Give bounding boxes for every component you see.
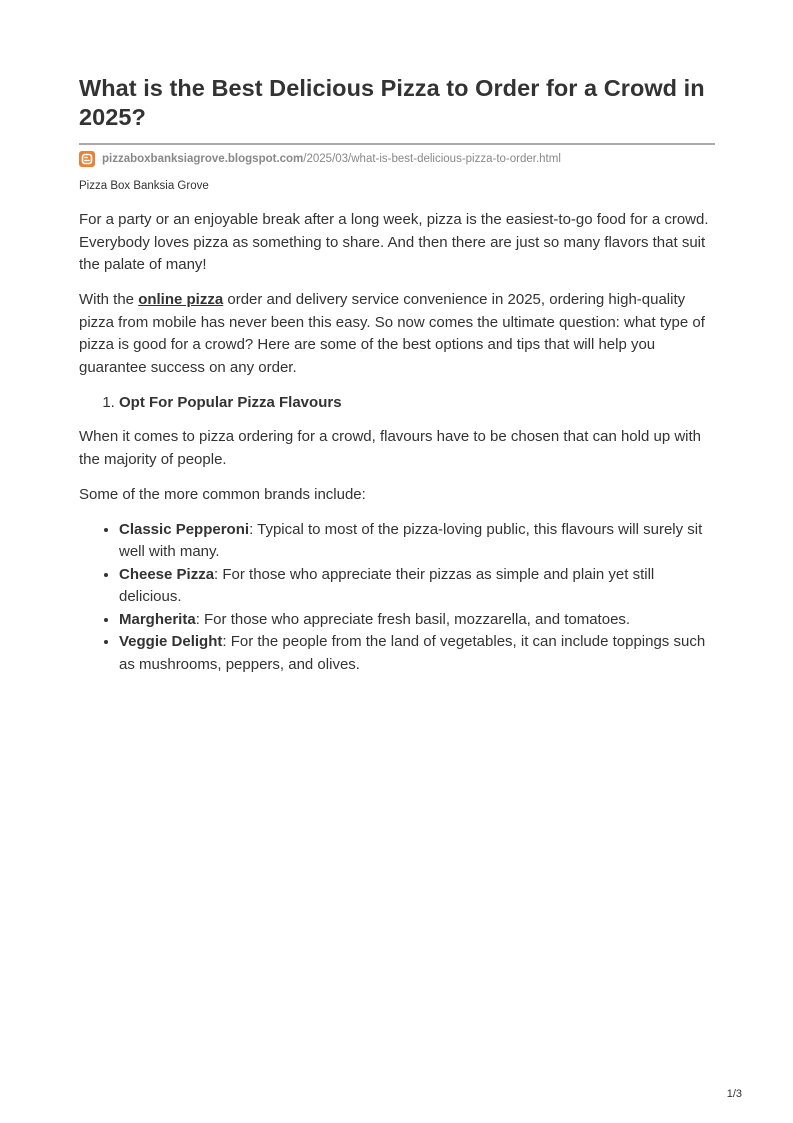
- list-item: [119, 519, 715, 564]
- brand-name: Veggie Delight: [119, 633, 223, 650]
- article-body: [79, 209, 715, 676]
- brand-name: Cheese Pizza: [119, 565, 215, 583]
- title-divider: [79, 143, 715, 145]
- source-path: /2025/03/what-is-best-delicious-pizza-to-order.html: [303, 153, 561, 165]
- list-item: [119, 392, 715, 415]
- intro-paragraph: For a party or an enjoyable break after a long week, pizza is the easiest-to-go food for a crowd. Everybody loves pizza as something to share. And then there are just so many flavors that suit the palate of many!: [79, 211, 709, 273]
- brand-description: : Typical to most of the pizza-loving public, this flavours will surely sit well with many.: [119, 520, 703, 560]
- page-number: 1/3: [726, 1088, 742, 1100]
- paragraph-text: order and delivery service convenience in 2025, ordering high-quality pizza from mobile has never been this easy. So now comes the ultimate question: what type of pizza is good for a crowd? Here are some of the best options and tips that will help you guarantee success on any order.: [79, 291, 705, 376]
- step-heading: Opt For Popular Pizza Flavours: [119, 393, 342, 411]
- author-byline: Pizza Box Banksia Grove: [79, 180, 209, 192]
- list-item: [119, 609, 715, 632]
- source-link[interactable]: [102, 153, 561, 165]
- blogger-icon: [79, 151, 95, 167]
- online-pizza-link[interactable]: online pizza: [138, 291, 224, 308]
- steps-list: [79, 392, 715, 415]
- brands-intro: Some of the more common brands include:: [79, 485, 366, 503]
- source-line: [79, 150, 715, 168]
- page-title: What is the Best Delicious Pizza to Order for a Crowd in 2025?: [79, 75, 705, 130]
- list-item: [119, 631, 715, 676]
- online-pizza-paragraph: [79, 289, 715, 379]
- article-page: [79, 74, 715, 676]
- brands-list: [79, 519, 715, 677]
- brand-name: Classic Pepperoni: [119, 520, 250, 538]
- brand-name: Margherita: [119, 610, 196, 628]
- brand-description: : For those who appreciate their pizzas as simple and plain yet still delicious.: [119, 565, 655, 605]
- crowd-paragraph: When it comes to pizza ordering for a crowd, flavours have to be chosen that can hold up with the majority of people.: [79, 428, 702, 468]
- paragraph-text: With the: [79, 291, 139, 308]
- list-item: [119, 564, 715, 609]
- brand-description: : For the people from the land of vegetables, it can include toppings such as mushrooms, peppers, and olives.: [119, 633, 706, 673]
- brand-description: : For those who appreciate fresh basil, mozzarella, and tomatoes.: [195, 610, 631, 628]
- source-domain: pizzaboxbanksiagrove.blogspot.com: [102, 153, 304, 165]
